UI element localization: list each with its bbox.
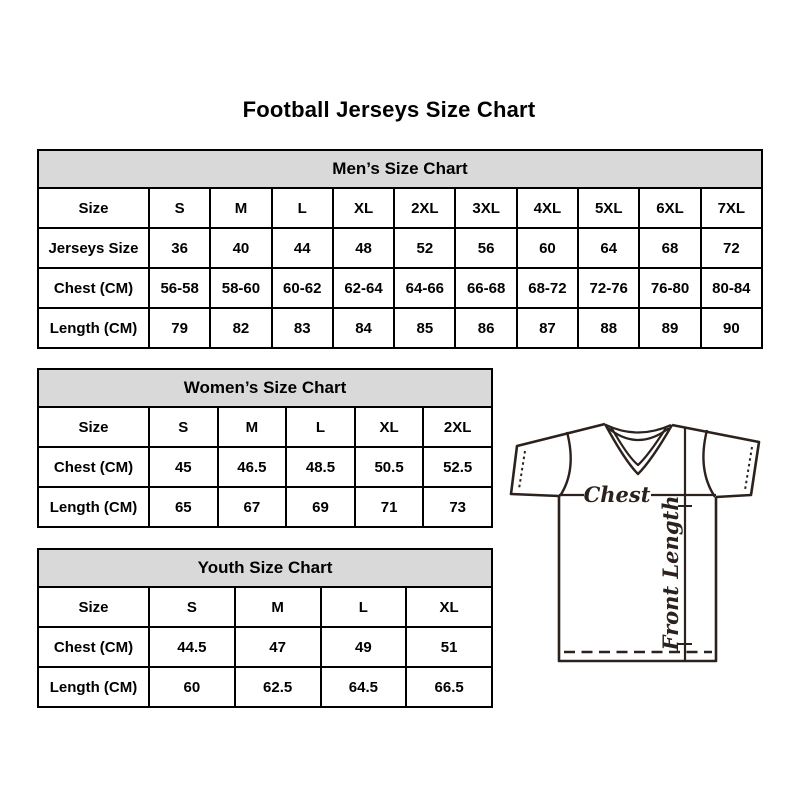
size-value-cell: 89 xyxy=(639,308,700,348)
size-value-cell: 50.5 xyxy=(355,447,424,487)
table-title-row xyxy=(38,150,762,188)
row-label-cell: Length (CM) xyxy=(38,487,149,527)
mens-size-table xyxy=(37,149,763,349)
size-value-cell: 52.5 xyxy=(423,447,492,487)
size-value-cell: 48.5 xyxy=(286,447,355,487)
table-row xyxy=(38,188,762,228)
size-value-cell: 68 xyxy=(639,228,700,268)
size-value-cell: 51 xyxy=(406,627,492,667)
size-value-cell: S xyxy=(149,407,218,447)
size-value-cell: M xyxy=(218,407,287,447)
size-value-cell: 72-76 xyxy=(578,268,639,308)
size-value-cell: 87 xyxy=(517,308,578,348)
size-value-cell: 5XL xyxy=(578,188,639,228)
row-label-cell: Chest (CM) xyxy=(38,627,149,667)
size-value-cell: 84 xyxy=(333,308,394,348)
table-row xyxy=(38,228,762,268)
right-armhole-curve xyxy=(703,430,715,497)
table-title-row xyxy=(38,549,492,587)
size-value-cell: 2XL xyxy=(423,407,492,447)
size-value-cell: 60-62 xyxy=(272,268,333,308)
size-value-cell: 73 xyxy=(423,487,492,527)
size-value-cell: 7XL xyxy=(701,188,762,228)
size-value-cell: XL xyxy=(406,587,492,627)
left-armhole-curve xyxy=(560,432,571,496)
size-value-cell: S xyxy=(149,188,210,228)
size-value-cell: 6XL xyxy=(639,188,700,228)
size-value-cell: 58-60 xyxy=(210,268,271,308)
table-row xyxy=(38,627,492,667)
row-label-cell: Size xyxy=(38,188,149,228)
size-value-cell: 44.5 xyxy=(149,627,235,667)
size-value-cell: 66-68 xyxy=(455,268,516,308)
row-label-cell: Chest (CM) xyxy=(38,268,149,308)
youth-size-table xyxy=(37,548,493,708)
size-value-cell: 64 xyxy=(578,228,639,268)
right-cuff-dashed-line xyxy=(745,447,752,490)
size-value-cell: 85 xyxy=(394,308,455,348)
page-title: Football Jerseys Size Chart xyxy=(242,97,536,122)
size-value-cell: 62-64 xyxy=(333,268,394,308)
size-value-cell: 79 xyxy=(149,308,210,348)
size-value-cell: 36 xyxy=(149,228,210,268)
size-value-cell: 65 xyxy=(149,487,218,527)
size-value-cell: 44 xyxy=(272,228,333,268)
size-value-cell: M xyxy=(210,188,271,228)
table-title-row xyxy=(38,369,492,407)
left-cuff-dashed-line xyxy=(519,451,525,489)
size-value-cell: 52 xyxy=(394,228,455,268)
size-value-cell: 88 xyxy=(578,308,639,348)
size-value-cell: 90 xyxy=(701,308,762,348)
size-value-cell: S xyxy=(149,587,235,627)
size-value-cell: 47 xyxy=(235,627,321,667)
chest-label: Chest xyxy=(583,482,651,507)
size-value-cell: 3XL xyxy=(455,188,516,228)
size-value-cell: 64-66 xyxy=(394,268,455,308)
table-title: Men’s Size Chart xyxy=(38,150,762,188)
row-label-cell: Jerseys Size xyxy=(38,228,149,268)
size-value-cell: XL xyxy=(333,188,394,228)
size-value-cell: 68-72 xyxy=(517,268,578,308)
size-value-cell: 71 xyxy=(355,487,424,527)
row-label-cell: Length (CM) xyxy=(38,667,149,707)
size-value-cell: L xyxy=(321,587,407,627)
table-row xyxy=(38,587,492,627)
size-value-cell: 82 xyxy=(210,308,271,348)
size-value-cell: 56 xyxy=(455,228,516,268)
size-value-cell: 76-80 xyxy=(639,268,700,308)
size-value-cell: 46.5 xyxy=(218,447,287,487)
size-value-cell: 67 xyxy=(218,487,287,527)
size-value-cell: 72 xyxy=(701,228,762,268)
size-value-cell: 60 xyxy=(149,667,235,707)
table-row xyxy=(38,487,492,527)
size-value-cell: L xyxy=(286,407,355,447)
row-label-cell: Length (CM) xyxy=(38,308,149,348)
table-row xyxy=(38,308,762,348)
size-value-cell: 86 xyxy=(455,308,516,348)
size-value-cell: 48 xyxy=(333,228,394,268)
size-value-cell: 80-84 xyxy=(701,268,762,308)
table-title: Youth Size Chart xyxy=(38,549,492,587)
row-label-cell: Size xyxy=(38,407,149,447)
size-value-cell: 64.5 xyxy=(321,667,407,707)
table-row xyxy=(38,407,492,447)
size-value-cell: 69 xyxy=(286,487,355,527)
size-value-cell: M xyxy=(235,587,321,627)
size-value-cell: 2XL xyxy=(394,188,455,228)
row-label-cell: Chest (CM) xyxy=(38,447,149,487)
size-value-cell: 62.5 xyxy=(235,667,321,707)
size-value-cell: 66.5 xyxy=(406,667,492,707)
size-value-cell: 45 xyxy=(149,447,218,487)
jersey-measurement-diagram xyxy=(495,400,785,680)
table-title: Women’s Size Chart xyxy=(38,369,492,407)
womens-size-table xyxy=(37,368,493,528)
table-row xyxy=(38,268,762,308)
size-value-cell: 49 xyxy=(321,627,407,667)
body-outline xyxy=(559,496,716,661)
size-value-cell: 83 xyxy=(272,308,333,348)
table-row xyxy=(38,667,492,707)
front-length-label: Front Length xyxy=(658,495,683,651)
size-value-cell: 40 xyxy=(210,228,271,268)
size-value-cell: 60 xyxy=(517,228,578,268)
size-value-cell: L xyxy=(272,188,333,228)
row-label-cell: Size xyxy=(38,587,149,627)
collar-back-arc-outer xyxy=(606,425,671,433)
size-value-cell: XL xyxy=(355,407,424,447)
size-value-cell: 56-58 xyxy=(149,268,210,308)
size-value-cell: 4XL xyxy=(517,188,578,228)
table-row xyxy=(38,447,492,487)
